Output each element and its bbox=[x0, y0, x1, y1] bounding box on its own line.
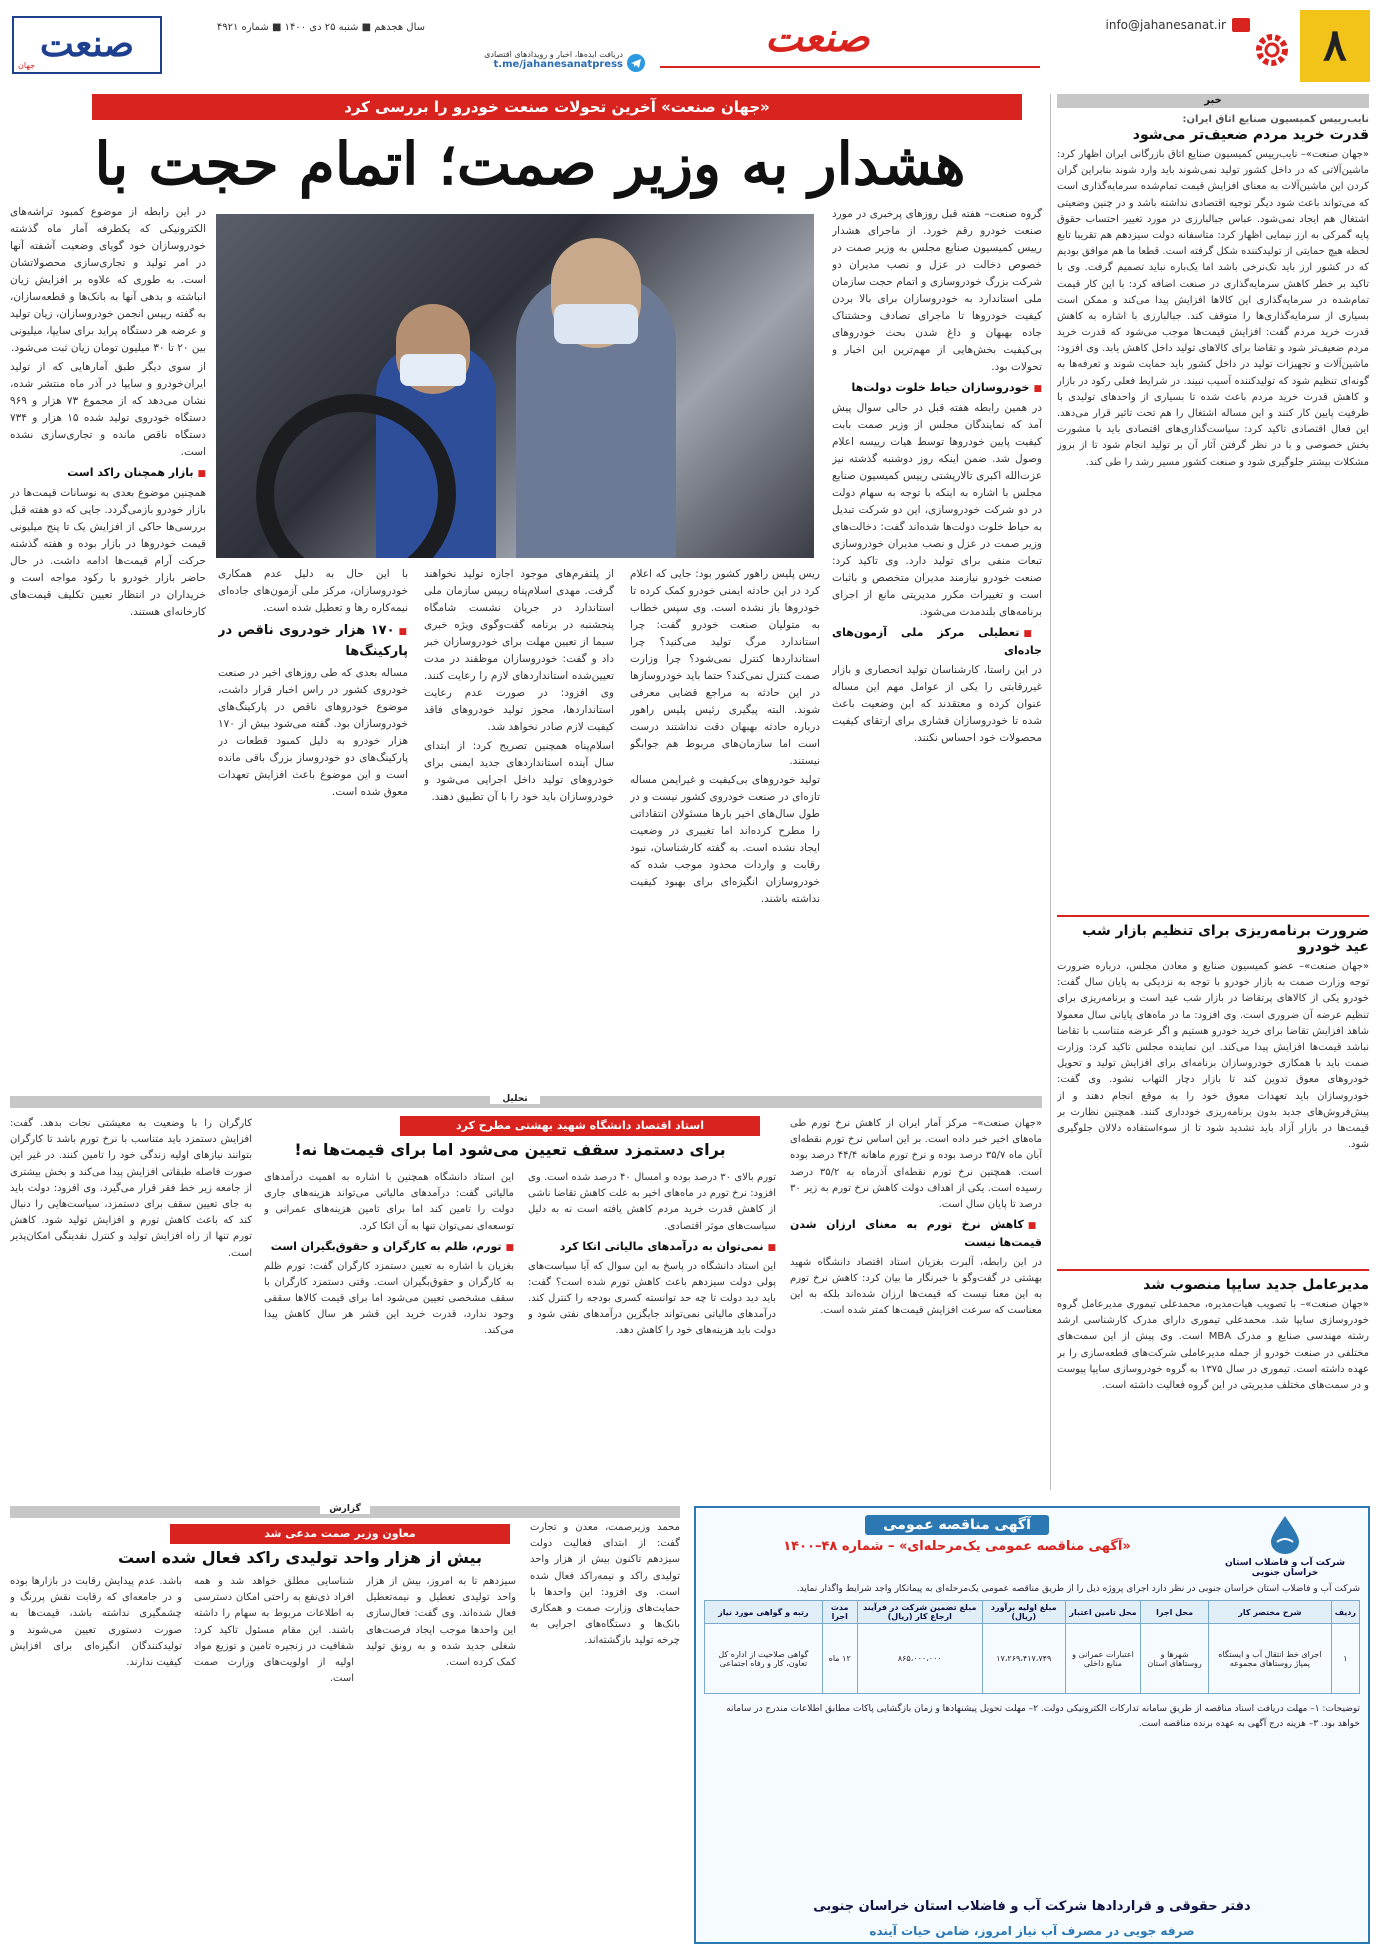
main-col2 bbox=[630, 566, 820, 1086]
tender-cell: گواهی صلاحیت از اداره کل تعاون، کار و رفاه اجتماعی bbox=[705, 1624, 823, 1694]
tender-footer1: دفتر حقوقی و قراردادها شرکت آب و فاضلاب استان خراسان جنوبی bbox=[813, 1899, 1251, 1914]
tender-th: شرح مختصر کار bbox=[1209, 1601, 1332, 1624]
tender-table bbox=[704, 1600, 1360, 1694]
tender-th: رتبه و گواهی مورد نیاز bbox=[705, 1601, 823, 1624]
logo-text: صنعت bbox=[39, 23, 135, 65]
main-col5-a: در این رابطه از موضوع کمبود تراشه‌های الکترونیکی که یکطرفه آمار ماه گذشته خودروسازان خود گویای وضعیت آشفته آنها در امر تولید و تجاری‌سازی محصولاتشان است. به طوری که علاوه بر افزایش زیان انباشته و بدهی آنها به بانک‌ها و قطعه‌سازان، به گفته رییس انجمن خودروسازان، زیان تولید و عرضه هر دستگاه پراید برای سایپا، میلیونی بین ۲۰ تا ۳۰ میلیون تومان زیان ثبت می‌شود. bbox=[10, 206, 206, 354]
telegram-box[interactable] bbox=[430, 50, 645, 76]
analysis-col4-a: کارگران را با وضعیت به معیشتی نجات بدهد. گفت: افزایش دستمزد باید متناسب با نرخ تورم باشد تا کارگران بتوانند نیازهای اولیه زندگی خود را تامین کنند. در غیر این صورت فاصله طبقاتی افزایش پیدا می‌کند و بخش بیشتری از جامعه زیر خط فقر قرار می‌گیرد. وی افزود: دولت باید به جای تعیین سقف برای دستمزد، سیاست‌هایی را دنبال کند که باعث کاهش تورم و افزایش تولید شود. کاهش تورم تنها از راه افزایش تولید و کنترل نقدینگی امکان‌پذیر است. bbox=[10, 1118, 252, 1259]
analysis-col2-b: این استاد دانشگاه در پاسخ به این سوال که آیا سیاست‌های پولی دولت سیزدهم باعث کاهش تورم شده است؟ گفت: باید دید دولت تا چه حد توانسته کسری بودجه را کنترل کند. درآمدهای مالیاتی نمی‌تواند جایگزین درآمدهای نفتی شود و دولت باید هزینه‌های خود را کاهش دهد. bbox=[528, 1260, 776, 1337]
main-col4-b: مساله بعدی که طی روزهای اخیر در صنعت خودروی کشور در راس اخبار قرار داشت، موضوع خودروهای ناقص در پارکینگ‌های خودروسازان بود. گفته می‌شود بیش از ۱۷۰ هزار خودرو به دلیل کمبود قطعات در پارکینگ‌های دو خودروساز بزرگ باقی مانده است و این موضوع باعث افزایش تعهدات معوق شده است. bbox=[218, 667, 408, 799]
analysis-col1-b: در این رابطه، آلبرت بغزیان استاد اقتصاد دانشگاه شهید بهشتی در گفت‌وگو با خبرنگار ما بیان کرد: کاهش نرخ تورم به این معنا نیست که قیمت‌ها ارزان شده‌اند بلکه به این معناست که سرعت افزایش قیمت‌ها کمتر شده است. bbox=[790, 1256, 1042, 1317]
tender-th: مبلغ اولیه برآورد (ریال) bbox=[982, 1601, 1065, 1624]
analysis-label: تحلیل bbox=[490, 1094, 540, 1104]
main-col5-c: همچنین موضوع بعدی به نوسانات قیمت‌ها در بازار خودرو بازمی‌گردد. جایی که دو هفته قبل بررسی‌ها حاکی از افزایش یک تا پنج میلیونی قیمت خودروها در بازار بوده و هفته گذشته حرکت آرام قیمت‌ها ادامه داشت. در حال حاضر بازار خودرو با رکود مواجه است و خریداران در انتظار تعیین تکلیف قیمت‌های کارخانه‌ای هستند. bbox=[10, 486, 206, 618]
main-col3 bbox=[424, 566, 614, 1086]
analysis-col2-a: تورم بالای ۳۰ درصد بوده و امسال ۴۰ درصد شده است. وی افزود: نرخ تورم در ماه‌های اخیر به علت کاهش تقاضا ناشی از کاهش قدرت خرید مردم کاهش یافته است نه به دلیل سیاست‌های موثر اقتصادی. bbox=[528, 1172, 776, 1232]
photo-person-2-mask bbox=[400, 354, 466, 386]
main-col1-sub: ■ خودروسازان حیاط خلوت دولت‌ها bbox=[832, 379, 1042, 397]
tender-title: آگهی مناقصه عمومی bbox=[865, 1515, 1049, 1535]
side-story3-body: «جهان صنعت»– با تصویب هیات‌مدیره، محمدعلی تیموری مدیرعامل گروه خودروسازی سایپا شد. محمدعلی تیموری دارای مدرک کارشناسی ارشد رشته مهندسی صنایع و مدرک MBA است. وی پیش از این سمت‌های مختلفی در صنعت خودرو از جمله مدیرعاملی شرکت‌های قطعه‌سازی را بر عهده داشته است. تیموری در سال ۱۳۷۵ به گروه خودروسازی سایپا پیوست و در سمت‌های مختلف مدیریتی در این گروه فعالیت داشته است. bbox=[1057, 1299, 1369, 1391]
analysis-col1-sub: ■ کاهش نرخ تورم به معنای ارزان شدن قیمت‌ها نیست bbox=[790, 1216, 1042, 1252]
tender-org: شرکت آب و فاضلاب استان خراسان جنوبی bbox=[1225, 1558, 1345, 1578]
section-name: صنعت bbox=[765, 14, 870, 61]
email[interactable] bbox=[1040, 18, 1250, 38]
tender-subtitle: «آگهی مناقصه عمومی یک‌مرحله‌ای» – شماره ۴۸–۱۴۰۰ bbox=[783, 1539, 1131, 1554]
tender-cell: اعتبارات عمرانی و منابع داخلی bbox=[1065, 1624, 1140, 1694]
main-col2-a: ریس پلیس راهور کشور بود: جایی که اعلام کرد در این حادثه ایمنی خودرو کمک کرده تا خودروها باز نشده است. وی سپس خطاب به متولیان صنعت خودرو گفت: چرا استاندارد مرگ تولید می‌کنید؟ چرا استانداردها کنترل نمی‌شود؟ چرا وزارت صمت کنترل نمی‌کند؟ حتما باید خودروسازها در این حادثه به مراجع قضایی معرفی شوند. البته پیگیری رئیس پلیس راهور درباره حادثه بهبهان دقت نداشتند درست است اما سازمان‌های مربوط هم جوابگو نیستند. bbox=[630, 568, 820, 767]
email-text[interactable]: info@jahanesanat.ir bbox=[1105, 18, 1226, 32]
report-label: گزارش bbox=[320, 1504, 370, 1514]
main-col3-a: از پلتفرم‌های موجود اجازه تولید نخواهند گرفت. مهدی اسلام‌پناه رییس سازمان ملی استاندارد در جریان نشست شامگاه پنجشنبه در برنامه گفت‌وگوی ویژه خبری سیما از تعیین مهلت برای خودروسازان خبر داد و گفت: خودروسازان موظفند در مدت تعیین‌شده استانداردهای لازم را رعایت کنند. وی افزود: در صورت عدم رعایت استانداردها، مجوز تولید خودروهای فاقد کیفیت لازم صادر نخواهد شد. bbox=[424, 568, 614, 733]
page-number-box bbox=[1300, 10, 1370, 82]
main-col4 bbox=[218, 566, 408, 1086]
tender-ad bbox=[694, 1506, 1370, 1944]
analysis-col1 bbox=[790, 1116, 1042, 1496]
report-col3: شناسایی مطلق خواهد شد و همه افراد ذی‌نفع به راحتی امکان دسترسی به اطلاعات مربوط به سهام را داشته باشند. این مقام مسئول تاکید کرد: شفافیت در زنجیره تامین و توزیع مواد اولیه از اولویت‌های وزارت صمت است. bbox=[194, 1576, 354, 1685]
analysis-col3-sub: ■ تورم، ظلم به کارگران و حقوق‌بگیران است bbox=[264, 1238, 514, 1256]
tender-intro: شرکت آب و فاضلاب استان خراسان جنوبی در نظر دارد اجرای پروژه ذیل را از طریق مناقصه عمومی یک‌مرحله‌ای به پیمانکار واجد شرایط واگذار نماید. bbox=[796, 1584, 1360, 1594]
telegram-line1: دریافت ایده‌ها، اخبار و رویدادهای اقتصادی bbox=[484, 50, 623, 59]
main-col2-b: تولید خودروهای بی‌کیفیت و غیرایمن مساله تازه‌ای در صنعت خودروی کشور نیست و در طول سال‌های اخیر بارها مسئولان انتقاداتی را مطرح کرده‌اند اما تغییری در وضعیت ایجاد نشده است. به گفته کارشناسان، نبود رقابت و واردات محدود موجب شده که خودروسازان انگیزه‌ای برای بهبود کیفیت نداشته باشند. bbox=[630, 774, 820, 905]
main-col5 bbox=[10, 204, 206, 1086]
tender-cell: ۱۲ ماه bbox=[822, 1624, 857, 1694]
main-col5-b: از سوی دیگر طبق آمارهایی که از تولید ایران‌خودرو و سایپا در آذر ماه منتشر شده، نشان می‌دهد که از مجموع ۷۳ هزار و ۹۶۹ دستگاه خودروی تولید شده ۱۵ هزار و ۷۳۴ دستگاه ناقص مانده و تجاری‌سازی نشده است. bbox=[10, 361, 206, 458]
analysis-col2-sub: ■ نمی‌توان به درآمدهای مالیاتی اتکا کرد bbox=[528, 1238, 776, 1256]
gear-icon bbox=[1252, 30, 1292, 70]
envelope-icon bbox=[1232, 18, 1250, 32]
tender-cell: اجرای خط انتقال آب و ایستگاه پمپاژ روستاهای مجموعه bbox=[1209, 1624, 1332, 1694]
tender-cell: ۸۶۵،۰۰۰،۰۰۰ bbox=[857, 1624, 982, 1694]
telegram-icon bbox=[627, 54, 645, 72]
side-story2-headline: ضرورت برنامه‌ریزی برای تنظیم بازار شب عید خودرو bbox=[1057, 915, 1369, 955]
main-col1-sub2: ■ تعطیلی مرکز ملی آزمون‌های جاده‌ای bbox=[832, 624, 1042, 660]
issue-info: سال هجدهم ■ شنبه ۲۵ دی ۱۴۰۰ ■ شماره ۴۹۲۱ bbox=[216, 22, 425, 33]
logo bbox=[12, 16, 162, 74]
water-drop-logo-icon bbox=[1265, 1514, 1305, 1554]
page-number: ۸ bbox=[1323, 20, 1347, 71]
side-column bbox=[1057, 94, 1369, 1490]
side-story3-headline: مدیرعامل جدید سایپا منصوب شد bbox=[1057, 1269, 1369, 1293]
side-body: «جهان صنعت»– نایب‌رییس کمیسیون صنایع اتاق بازرگانی ایران اظهار کرد: ماشین‌آلاتی که در داخل کشور تولید نمی‌شوند باید وارد شوند بنابراین گران کردن این ماشین‌آلات به معنای افزایش قیمت تمام‌شده سرمایه‌گذاری است که می‌تواند باعث شود دیگر توجیه اقتصادی نداشته باشد و در چنین وضعیتی اشتغال هم ایجاد نمی‌شود. عباس جبالبارزی در مورد تغییر احتساب حقوق پایه گمرکی به ارز نیمایی اظهار کرد: متاسفانه دولت سیزدهم هم تقریبا تابع لحظه هیچ حمایتی از تولیدکننده شکل گرفته است. قطعا ما هم موافق بودیم که در کشور ارز باید تک‌نرخی باشد اما یک‌باره نباید تصمیم گرفت. وی با تاکید بر خطر کاهش سرمایه‌گذاری در صنعت اضافه کرد: با این کار قیمت تمام‌شده در سرمایه‌گذاری این کالاها افزایش پیدا می‌کند و ممکن است بسیاری از سرمایه‌گذاری‌ها را متوقف کند. جبالبارزی با اشاره به کاهش قدرت خرید مردم گفت: افزایش قیمت‌ها موجب می‌شود که قدرت خرید مردم ضعیف‌تر شود و تقاضا برای کالاهای تولید داخل کاهش یابد. وی افزود: ماشین‌آلات و تجهیزات تولید در داخل کشور باید حمایت شوند و تعرفه‌ها به گونه‌ای تنظیم شود که تولیدکننده آسیب نبیند. در شرایط فعلی رکود در بازار و کاهش قدرت خرید مردم باعث شده تا بسیاری از واحدهای تولیدی با ظرفیت پایین کار کنند و این مساله اشتغال را هم تحت تاثیر قرار می‌دهد. این فعال اقتصادی تاکید کرد: سیاست‌گذاری‌های اقتصادی باید با مشورت بخش خصوصی و با در نظر گرفتن آثار آن بر تولید انجام شود تا از بروز مشکلات بیشتر جلوگیری شود و صنعت کشور مسیر رشد را طی کند. bbox=[1057, 149, 1369, 468]
analysis-band: استاد اقتصاد دانشگاه شهید بهشتی مطرح کرد bbox=[400, 1116, 760, 1136]
tender-th: محل اجرا bbox=[1141, 1601, 1209, 1624]
main-col1-lead: گروه صنعت– هفته قبل روزهای پرخبری در مورد صنعت خودرو رقم خورد. از ماجرای هشدار رییس کمیسیون صنایع مجلس به وزیر صمت در خصوص دخالت در عزل و نصب مدیران دو شرکت بزرگ خودروسازی و اتمام حجت سازمان ملی استاندارد به خودروسازان برای بالا بردن کیفیت خودروها تا ماجرای تصادف وحشتناک جاده بهبهان و داغ شدن بحث خودروهای بی‌کیفیت بخش‌هایی از مهم‌ترین این اخبار و تحولات بود. bbox=[832, 208, 1042, 373]
main-headline: هشدار به وزیر صمت؛ اتمام حجت با bbox=[94, 130, 966, 198]
main-band: «جهان صنعت» آخرین تحولات صنعت خودرو را بررسی کرد bbox=[92, 94, 1022, 120]
main-col1-c: در این راستا، کارشناسان تولید انحصاری و بازار غیررقابتی را یکی از عوامل مهم این مساله عنوان کرده و معتقدند که این وضعیت باعث شده تا خودروسازان فشاری برای ارتقای کیفیت محصولات خود احساس نکنند. bbox=[832, 664, 1042, 745]
report-col4: باشد. عدم پیدایش رقابت در بازارها بوده و در جامعه‌ای که رقابت نقش پررنگ و چشمگیری نداشته باشد، قیمت‌ها به صورت دستوری تعیین می‌شوند و تولیدکنندگان انگیزه‌ای برای افزایش کیفیت ندارند. bbox=[10, 1576, 182, 1668]
main-col3-b: اسلام‌پناه همچنین تصریح کرد: از ابتدای سال آینده استانداردهای جدید ایمنی برای خودروهای تولید داخل اجرایی می‌شود و خودروسازان باید خود را با آن تطبیق دهند. bbox=[424, 740, 614, 803]
tender-th: مدت اجرا bbox=[822, 1601, 857, 1624]
tender-cell: شهرها و روستاهای استان bbox=[1141, 1624, 1209, 1694]
tender-footer2: صرفه جویی در مصرف آب نیاز امروز، ضامن حیات آینده bbox=[869, 1924, 1195, 1938]
main-col4-a: با این حال به دلیل عدم همکاری خودروسازان، مرکز ملی آزمون‌های جاده‌ای نیمه‌کاره رها و تعطیل شده است. bbox=[218, 568, 408, 614]
masthead bbox=[0, 0, 1378, 88]
side-story2-body: «جهان صنعت»– عضو کمیسیون صنایع و معادن مجلس، درباره ضرورت توجه وزارت صمت به بازار خودرو با توجه به نزدیکی به پایان سال گفت: خودرو یکی از کالاهای پرتقاضا در بازار شب عید است و برنامه‌ریزی برای تنظیم عرضه آن ضروری است. وی افزود: ما در ماه‌های پایانی سال معمولا شاهد افزایش تقاضا برای خرید خودرو هستیم و اگر عرضه متناسب با تقاضا نباشد قیمت‌ها افزایش پیدا می‌کند. این نماینده مجلس تاکید کرد: وزارت صمت باید با همکاری خودروسازان برنامه‌ای برای افزایش تولید و تحویل خودروهای معوق تدوین کند تا بازار دچار التهاب نشود. وی گفت: خودروسازان باید تعهدات معوق خود را به موقع انجام دهند و از پیش‌فروش‌های جدید بدون برنامه‌ریزی خودداری کنند. همچنین نظارت بر قیمت‌ها در بازار آزاد باید تشدید شود تا از سوءاستفاده دلالان جلوگیری شود. bbox=[1057, 961, 1369, 1151]
analysis-col1-a: «جهان صنعت»– مرکز آمار ایران از کاهش نرخ تورم طی ماه‌های اخیر خبر داده است. بر این اساس نرخ تورم نقطه‌ای آبان ماه ۳۵/۷ درصد بوده و نرخ تورم ماهانه ۴۴/۴ درصد بوده است. همچنین نرخ تورم نقطه‌ای آذرماه به ۳۵/۲ درصد رسیده است. یکی از اهداف دولت کاهش نرخ تورم به زیر ۳۰ درصد تا پایان سال است. bbox=[790, 1118, 1042, 1210]
analysis-col3-b: بغزیان با اشاره به تعیین دستمزد کارگران گفت: تورم ظلم به کارگران و حقوق‌بگیران است. وقتی دستمزد کارگران با سقف مشخصی تعیین می‌شود اما برای قیمت کالاها سقفی وجود ندارد، قدرت خرید این قشر هر سال کاهش پیدا می‌کند. bbox=[264, 1260, 514, 1337]
report-col1: محمد وزیرصمت، معدن و تجارت گفت: از ابتدای فعالیت دولت سیزدهم تاکنون بیش از هزار واحد تولیدی راکد و نیمه‌راکد فعال شده است. وی افزود: این واحدها با حمایت‌های وزارت صمت و همکاری بانک‌ها و دستگاه‌های اجرایی به چرخه تولید بازگشته‌اند. bbox=[530, 1522, 680, 1647]
report-headline: بیش از هزار واحد تولیدی راکد فعال شده است bbox=[117, 1548, 483, 1567]
tender-cell: ۱ bbox=[1331, 1624, 1359, 1694]
side-label: خبر bbox=[1057, 94, 1369, 108]
table-row bbox=[705, 1624, 1360, 1694]
tender-header-row bbox=[705, 1601, 1360, 1624]
analysis-col4 bbox=[10, 1116, 252, 1496]
main-col5-sub: ■ بازار همچنان راکد است bbox=[10, 464, 206, 482]
report-band: معاون وزیر صمت مدعی شد bbox=[170, 1524, 510, 1544]
main-col1 bbox=[832, 206, 1042, 1086]
tender-cell: ۱۷،۲۶۹،۴۱۷،۷۴۹ bbox=[982, 1624, 1065, 1694]
analysis-col3 bbox=[264, 1170, 514, 1496]
side-headline: قدرت خرید مردم ضعیف‌تر می‌شود bbox=[1132, 127, 1369, 143]
report-col2: سیزدهم تا به امروز، بیش از هزار واحد تولیدی تعطیل و نیمه‌تعطیل فعال شده‌اند. وی گفت: فعال‌سازی این واحدها موجب ایجاد فرصت‌های شغلی جدید شده و به رونق تولید کمک کرده است. bbox=[366, 1576, 516, 1668]
main-col4-sub: ■ ۱۷۰ هزار خودروی ناقص در پارکینگ‌ها bbox=[218, 620, 408, 662]
logo-sub: جهان bbox=[18, 61, 35, 70]
analysis-headline: برای دستمزد سقف تعیین می‌شود اما برای قیمت‌ها نه! bbox=[294, 1140, 726, 1159]
analysis-col3-a: این استاد دانشگاه همچنین با اشاره به اهمیت درآمدهای مالیاتی گفت: درآمدهای مالیاتی می‌تواند هزینه‌های جاری دولت را تامین کند اما برای تامین هزینه‌های عمرانی و توسعه‌ای نمی‌توان تنها به آن اتکا کرد. bbox=[264, 1172, 514, 1232]
analysis-col2 bbox=[528, 1170, 776, 1496]
telegram-line2[interactable]: t.me/jahanesanatpress bbox=[493, 59, 623, 70]
main-photo bbox=[216, 214, 814, 558]
tender-notes: توضیحات: ۱– مهلت دریافت اسناد مناقصه از طریق سامانه تدارکات الکترونیکی دولت. ۲– مهلت تحویل پیشنهادها و زمان بازگشایی پاکات مطابق اطلاعات مندرج در سامانه خواهد بود. ۳– هزینه درج آگهی به عهده برنده مناقصه است. bbox=[726, 1704, 1360, 1730]
tender-th: ردیف bbox=[1331, 1601, 1359, 1624]
photo-person-1-mask bbox=[554, 304, 638, 344]
main-col1-b: در همین رابطه هفته قبل در حالی سوال پیش آمد که نمایندگان مجلس از وزیر صمت بابت کیفیت پایین خودروها توسط هیات رییسه اعلام وصول شد. ضمن اینکه روز دوشنبه گذشته نیز عزت‌الله اکبری تالارپشتی رییس کمیسیون صنایع مجلس با اشاره به اینکه با توجه به سهام دولت در دو شرکت خودروسازی، این دو شرکت تبدیل به حیاط خلوت دولت‌ها شده‌اند گفت: دخالت‌های وزیر صمت در عزل و نصب مدیران خودروسازی تبعات منفی برای تولید دارد. وی تاکید کرد: صنعت خودرو نیازمند مدیران متخصص و باثبات است و تغییرات مکرر مدیریتی مانع از اجرای برنامه‌های بلندمدت می‌شود. bbox=[832, 401, 1042, 618]
tender-th: محل تامین اعتبار bbox=[1065, 1601, 1140, 1624]
side-kicker: نایب‌رییس کمیسیون صنایع اتاق ایران: bbox=[1182, 114, 1369, 125]
tender-th: مبلغ تضمین شرکت در فرآیند ارجاع کار (ریال) bbox=[857, 1601, 982, 1624]
